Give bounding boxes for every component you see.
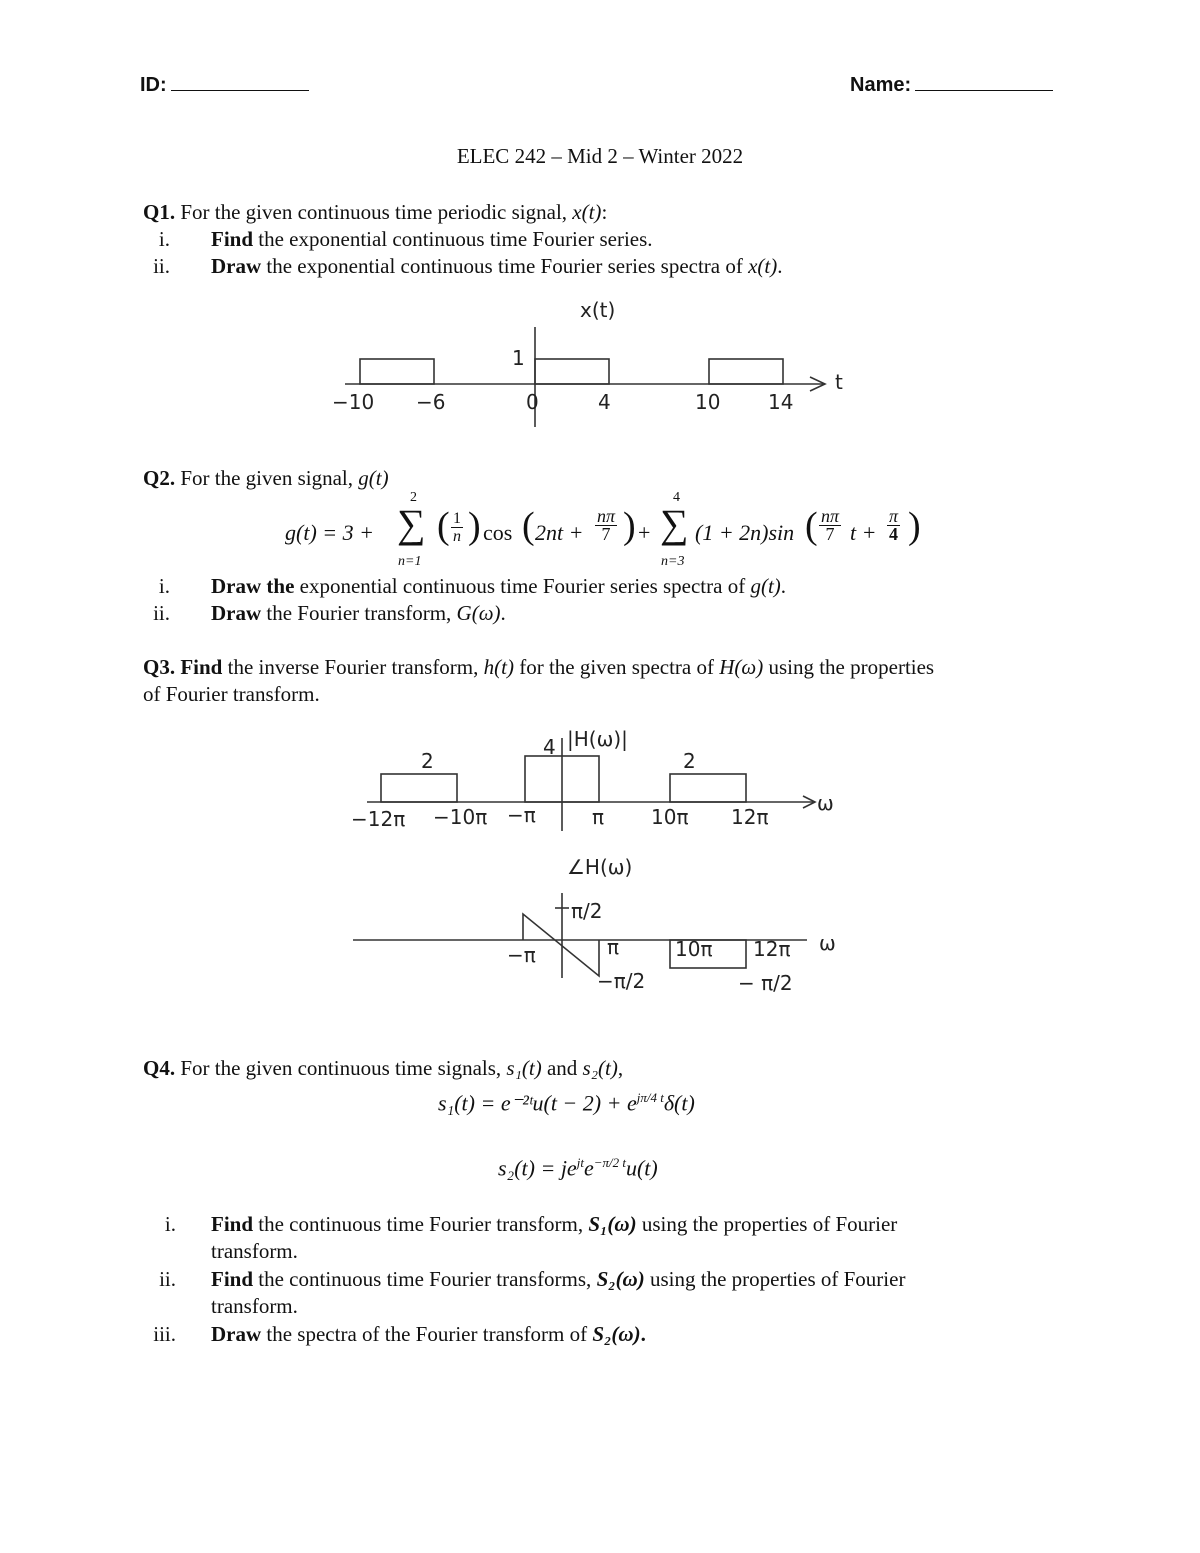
q2-item-2-end: . <box>500 601 506 625</box>
q4-s2: s₂(t) <box>582 1056 618 1080</box>
q2-item-1-end: . <box>780 574 787 598</box>
q2-prompt <box>143 466 389 491</box>
page-title: ELEC 242 – Mid 2 – Winter 2022 <box>456 144 744 168</box>
sum2-lower: n=3 <box>661 554 685 569</box>
q3-text1: the inverse Fourier transform, <box>222 655 484 679</box>
q1-item-1-bold: Find <box>211 227 254 251</box>
q3-prompt-cont: of Fourier transform. <box>143 682 320 706</box>
id-label: ID: <box>140 74 167 96</box>
term1-den: n <box>453 528 461 545</box>
name-label: Name: <box>850 74 912 96</box>
q2-item-1 <box>211 574 786 599</box>
paren1-open: ( <box>437 505 450 547</box>
q1-item-1 <box>211 227 653 252</box>
eq2-exponent-2: −π/2 t <box>593 1155 626 1170</box>
q1-item-1-text: the exponential continuous time Fourier series. <box>253 227 653 251</box>
eq1-exponent: jπ/4 t <box>636 1090 664 1105</box>
sin-frac <box>819 508 841 543</box>
q4-item-3 <box>211 1322 646 1347</box>
q1-item-2-end: . <box>777 254 783 278</box>
q1-signal: x(t) <box>572 200 602 224</box>
mag-title: |H(ω)| <box>567 727 628 751</box>
paren2-open: ( <box>522 505 535 547</box>
mag-height-left: 2 <box>421 749 434 773</box>
q4-item-1-cont: transform. <box>211 1239 298 1263</box>
sin-frac-den: 7 <box>825 524 835 544</box>
q2-item-2-text: the Fourier transform, <box>261 601 457 625</box>
q4-eq2 <box>498 1155 658 1181</box>
q4-comma: , <box>617 1056 624 1080</box>
q4-label: Q4. <box>143 1056 176 1080</box>
eq2-mid: e <box>583 1155 594 1181</box>
sin-frac2 <box>887 508 900 543</box>
paren3-open: ( <box>805 505 818 547</box>
mag-tick-10pi: 10π <box>651 805 689 829</box>
cos-frac-den: 7 <box>601 524 611 544</box>
q1-item-1-num: i. <box>158 227 170 251</box>
q1-figure <box>320 285 880 435</box>
mag-tick-negpi: −π <box>507 803 536 827</box>
q1-text: For the given continuous time periodic signal, <box>180 200 573 224</box>
q2-label: Q2. <box>143 466 176 490</box>
term1-num: 1 <box>453 510 461 527</box>
q3-text2: for the given spectra of <box>513 655 720 679</box>
tick-0: 0 <box>526 390 539 414</box>
q1-item-2-text: the exponential continuous time Fourier series spectra of <box>261 254 749 278</box>
eq-plus: + <box>638 520 651 545</box>
pulse-center <box>535 359 609 384</box>
q4-item-2-sym: S₂(ω) <box>596 1267 645 1291</box>
sum1-sigma: ∑ <box>397 501 426 546</box>
q2-item-2-num: ii. <box>153 601 170 625</box>
mag-tick-neg12pi: −12π <box>351 807 406 831</box>
q2-signal: g(t) <box>358 466 389 490</box>
q1-label: Q1. <box>143 200 176 224</box>
sum2-upper: 4 <box>673 490 680 505</box>
q4-item-3-bold: Draw <box>211 1322 262 1346</box>
mag-pulse-right <box>670 774 746 802</box>
q4-s1: s₁(t) <box>506 1056 542 1080</box>
x-t-title: x(t) <box>580 298 616 322</box>
tick-4: 4 <box>598 390 611 414</box>
q2-item-2-tail: G(ω) <box>456 601 501 625</box>
phase-neg-level: −π/2 <box>597 969 646 993</box>
q4-and: and <box>541 1056 583 1080</box>
phase-pos-level: π/2 <box>571 899 603 923</box>
q4-item-3-sym: S₂(ω) <box>592 1322 641 1346</box>
q2-equation <box>285 490 925 572</box>
phase-tick-pi: π <box>607 935 620 959</box>
q4-item-3-after: . <box>640 1322 646 1346</box>
q2-item-2 <box>211 601 506 626</box>
eq2-main: s₂(t) = je <box>498 1155 577 1181</box>
q2-item-1-text: exponential continuous time Fourier series spectra of <box>294 574 751 598</box>
tick-neg6: −6 <box>416 390 446 414</box>
paren3-close: ) <box>908 505 921 547</box>
q1-item-2-num: ii. <box>153 254 170 278</box>
q4-item-1-num: i. <box>164 1212 176 1236</box>
q2-item-2-bold: Draw <box>211 601 262 625</box>
tick-10: 10 <box>695 390 721 414</box>
mag-tick-neg10pi: −10π <box>433 805 488 829</box>
t-axis-label: t <box>835 370 843 394</box>
pulse-right <box>709 359 783 384</box>
id-field <box>140 72 309 97</box>
cos-label: cos <box>483 520 513 545</box>
mag-tick-12pi: 12π <box>731 805 769 829</box>
q3-bold: Find <box>180 655 223 679</box>
sin-frac-num: nπ <box>821 506 840 526</box>
q2-item-1-bold: Draw the <box>211 574 295 598</box>
eq-lhs: g(t) = 3 + <box>285 520 374 545</box>
amplitude-label: 1 <box>512 346 525 370</box>
q4-item-2-cont: transform. <box>211 1294 298 1318</box>
sin-t: t + <box>850 520 877 545</box>
phase-tick-negpi: −π <box>507 943 536 967</box>
q4-item-2-text: the continuous time Fourier transforms, <box>253 1267 597 1291</box>
q4-item-2-num: ii. <box>159 1267 176 1291</box>
sin-coef: (1 + 2n)sin <box>695 520 795 545</box>
paren2-close: ) <box>623 505 636 547</box>
q3-text3: using the properties <box>763 655 935 679</box>
q4-item-2-after: using the properties of Fourier <box>644 1267 906 1291</box>
pulse-left <box>360 359 434 384</box>
q4-item-2-bold: Find <box>211 1267 254 1291</box>
q4-item-2 <box>211 1267 905 1292</box>
sum2-sigma: ∑ <box>660 501 689 546</box>
q4-item-1-bold: Find <box>211 1212 254 1236</box>
q4-item-1-text: the continuous time Fourier transform, <box>253 1212 589 1236</box>
name-field <box>850 72 1053 97</box>
q1-item-2-tail: x(t) <box>748 254 778 278</box>
q3-H: H(ω) <box>719 655 764 679</box>
q3-h: h(t) <box>483 655 514 679</box>
q1-item-2-bold: Draw <box>211 254 262 278</box>
mag-height-center: 4 <box>543 735 556 759</box>
q1-prompt: Q1. For the given continuous time periodic signal, x(t): <box>143 200 608 224</box>
cos-frac <box>595 508 617 543</box>
mag-tick-pi: π <box>592 805 605 829</box>
tick-14: 14 <box>768 390 794 414</box>
q3-phase-figure <box>345 848 875 998</box>
tick-neg10: −10 <box>332 390 375 414</box>
phase-tick-12pi: 12π <box>753 937 791 961</box>
q4-item-3-num: iii. <box>153 1322 176 1346</box>
q4-prompt <box>143 1056 623 1081</box>
cos-frac-num: nπ <box>597 506 616 526</box>
phase-tick-10pi: 10π <box>675 937 713 961</box>
q4-item-1-sym: S₁(ω) <box>588 1212 637 1236</box>
omega-label-mag: ω <box>817 791 834 815</box>
phase-neg-level-right: − π/2 <box>738 971 793 995</box>
eq1-tail: δ(t) <box>663 1090 695 1116</box>
cos-arg: 2nt + <box>535 520 584 545</box>
q2-item-1-num: i. <box>158 574 170 598</box>
paren1-close: ) <box>468 505 481 547</box>
sin-frac2-num: π <box>889 506 899 526</box>
mag-height-right: 2 <box>683 749 696 773</box>
omega-label-phase: ω <box>819 931 836 955</box>
eq2-exponent-1: jt <box>576 1155 584 1170</box>
q4-item-3-text: the spectra of the Fourier transform of <box>261 1322 593 1346</box>
term1-frac <box>451 510 463 545</box>
q4-text: For the given continuous time signals, <box>180 1056 507 1080</box>
sin-frac2-den: 4 <box>889 524 899 544</box>
q2-item-1-tail: g(t) <box>750 574 781 598</box>
q1-item-2 <box>211 254 783 279</box>
eq2-tail: u(t) <box>625 1155 658 1181</box>
sum1-upper: 2 <box>410 490 417 505</box>
q2-text: For the given signal, <box>180 466 359 490</box>
sum1-lower: n=1 <box>398 554 422 569</box>
id-blank <box>171 72 309 91</box>
q3-magnitude-figure <box>345 718 875 838</box>
mag-pulse-left <box>381 774 457 802</box>
q4-item-1 <box>211 1212 897 1237</box>
q4-item-1-after: using the properties of Fourier <box>636 1212 898 1236</box>
phase-title: ∠H(ω) <box>567 855 633 879</box>
q4-eq1 <box>438 1090 695 1116</box>
eq1-main: s₁(t) = e⁻²ᵗu(t − 2) + e <box>438 1090 637 1116</box>
q3-label: Q3. <box>143 655 176 679</box>
name-blank <box>915 72 1053 91</box>
q3-prompt <box>143 655 934 680</box>
